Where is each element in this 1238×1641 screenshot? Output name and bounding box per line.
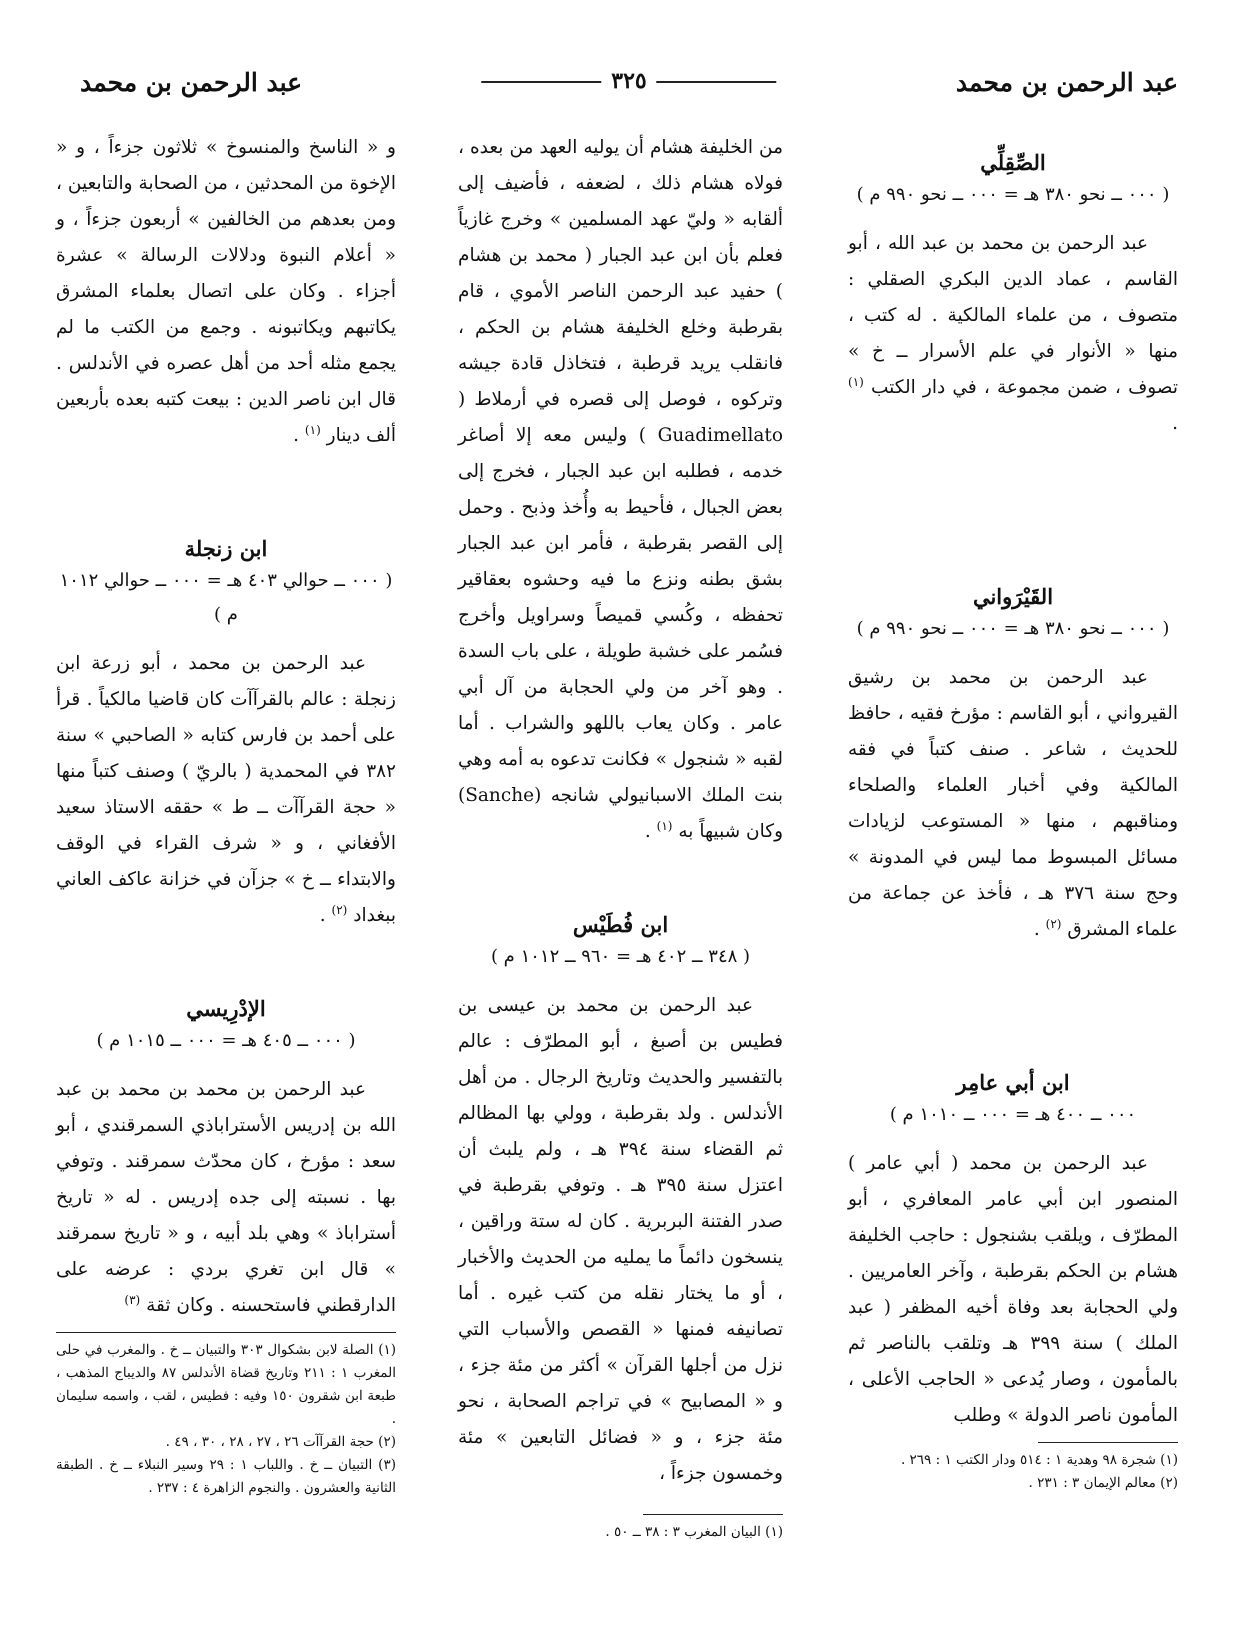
footnote-ref: (١) <box>848 374 864 389</box>
footnote-ref: (٢) <box>1045 916 1062 931</box>
footnote-ref: (٣) <box>124 1292 141 1307</box>
column-right <box>848 130 1178 1495</box>
page-number-line <box>471 68 786 94</box>
footnote-rule <box>56 1332 396 1333</box>
entry-dates-idrisi: ( ٠٠٠ ــ ٤٠٥ هـ = ٠٠٠ ــ ١٠١٥ م ) <box>96 1030 356 1051</box>
entry-title-siqilli: الصِّقِلِّي <box>980 150 1046 175</box>
footnote: (٢) حجة القرآآت ٢٦ ، ٢٧ ، ٢٨ ، ٣٠ ، ٤٩ . <box>165 1434 396 1450</box>
entry-dates-ibn-zanjala: ( ٠٠٠ ــ حوالي ٤٠٣ هـ = ٠٠٠ ــ حوالي ١٠١٢ م ) <box>59 570 393 625</box>
header-rule-left <box>481 81 601 83</box>
entry-title-qayrawani: القَيْرَواني <box>972 584 1054 609</box>
entry-body: عبد الرحمن بن محمد بن رشيق القيرواني ، أبو القاسم : مؤرخ فقيه ، حافظ للحديث ، شاعر . صنف كتباً في فقه المالكية وفي أخبار العلماء والصلحاء ومناقبهم ، منها « المستوعب لزيادات مسائل المبسوط مما ليس في المدونة » وحج سنة ٣٧٦ هـ ، فأخذ عن جماعة من علماء المشرق <box>848 667 1179 940</box>
entry-dates-ibn-abi-amir: ٠٠٠ ــ ٤٠٠ هـ = ٠٠٠ ــ ١٠١٠ م ) <box>889 1104 1137 1125</box>
entry-text-ibn-abi-amir: عبد الرحمن بن محمد ( أبي عامر ) المنصور ابن أبي عامر المعافري ، أبو المطرّف ، ويلقب بشنجول : حاجب الخليفة هشام بن الحكم بقرطبة ، وآخر العامريين . ولي الحجابة بعد وفاة أخيه المظفر ( عبد الملك ) سنة ٣٩٩ هـ وتلقب بالناصر ثم بالمأمون ، وصار يُدعى « الحاجب الأعلى ، المأمون ناصر الدولة » وطلب <box>848 1153 1178 1426</box>
footnote-rule <box>643 1514 783 1515</box>
column-left <box>56 130 396 1500</box>
entry-dates-ibn-futays: ( ٣٤٨ ــ ٤٠٢ هـ = ٩٦٠ ــ ١٠١٢ م ) <box>490 946 751 967</box>
entry-text-siqilli: عبد الرحمن بن محمد بن عبد الله ، أبو القاسم ، عماد الدين البكري الصقلي : متصوف ، من علماء المالكية . له كتب ، منها « الأنوار في علم الأسرار ــ خ » تصوف ، ضمن مجموعة ، في دار الكتب $^{(١)}$ . <box>848 233 1178 434</box>
footnote: (٢) معالم الإيمان ٣ : ٢٣١ . <box>1028 1475 1178 1491</box>
page-header <box>80 68 1178 108</box>
entry-dates-qayrawani: ( ٠٠٠ ــ نحو ٣٨٠ هـ = ٠٠٠ ــ نحو ٩٩٠ م ) <box>856 618 1170 639</box>
entry-title-ibn-futays: ابن فُطَيْس <box>572 912 669 937</box>
footnote-ref: (٢) <box>331 902 348 917</box>
entry-dates-siqilli: ( ٠٠٠ ــ نحو ٣٨٠ هـ = ٠٠٠ ــ نحو ٩٩٠ م ) <box>856 184 1170 205</box>
entry-body: عبد الرحمن بن محمد بن محمد بن عبد الله بن إدريس الأستراباذي السمرقندي ، أبو سعد : مؤرخ ، كان محدّث سمرقند . وتوفي بها . نسبته إلى جده إدريس . له « تاريخ أستراباذ » وهي بلد أبيه ، و « تاريخ سمرقند » قال ابن تغري بردي : عرضه على الدارقطني فاستحسنه . وكان ثقة <box>56 1079 396 1316</box>
entry-title-ibn-zanjala: ابن زنجلة <box>184 536 268 561</box>
footnote-ref: (١) <box>656 818 673 833</box>
entry-text-idrisi <box>56 1072 396 1324</box>
header-rule-right <box>657 81 777 83</box>
footnote: (١) البيان المغرب ٣ : ٣٨ ــ ٥٠ . <box>605 1524 783 1540</box>
footnote-ref: (١) <box>304 422 321 437</box>
entry-text-ibn-zanjala: عبد الرحمن بن محمد ، أبو زرعة ابن زنجلة : عالم بالقرآآت كان قاضيا مالكياً . قرأ على أحمد بن فارس كتابه « الصاحبي » سنة ٣٨٢ في المحمدية ( بالريّ ) وصنف كتباً منها « حجة القرآآت ــ ط » حققه الاستاذ سعيد الأفغاني ، و « شرف القراء في الوقف والابتداء ــ خ » جزآن في خزانة عاكف العاني ببغداد $^{(٢)}$ . <box>56 653 396 926</box>
running-title-right: عبد الرحمن بن محمد <box>955 68 1178 97</box>
footnote: (١) شجرة ٩٨ وهدية ١ : ٥١٤ ودار الكتب ١ : ٢٦٩ . <box>900 1452 1178 1468</box>
entry-body: عبد الرحمن بن محمد ، أبو زرعة ابن زنجلة : عالم بالقرآآت كان قاضيا مالكياً . قرأ على أحمد بن فارس كتابه « الصاحبي » سنة ٣٨٢ في المحمدية ( بالريّ ) وصنف كتباً منها « حجة القرآآت ــ ط » حققه الاستاذ سعيد الأفغاني ، و « شرف القراء في الوقف والابتداء ــ خ » جزآن في خزانة عاكف العاني ببغداد <box>56 653 396 926</box>
footnote: (٣) التبيان ــ خ . واللباب ١ : ٢٩ وسير النبلاء ــ خ . الطبقة الثانية والعشرون . والنجوم الزاهرة ٤ : ٢٣٧ . <box>56 1457 396 1496</box>
footnote-rule <box>1038 1442 1178 1443</box>
continued-text-ibn-abi-amir: من الخليفة هشام أن يوليه العهد من بعده ، فولاه هشام ذلك ، لضعفه ، فأضيف إلى ألقابه « وليّ عهد المسلمين » وخرج غازياً فعلم بأن ابن عبد الجبار ( محمد بن هشام ) حفيد عبد الرحمن الناصر الأموي ، قام بقرطبة وخلع الخليفة هشام بن الحكم ، فانقلب يريد قرطبة ، فتخاذل قادة جيشه وتركوه ، فوصل إلى قصره في أرملاط ( Guadimellato ) وليس معه إلا أصاغر خدمه ، فطلبه ابن عبد الجبار ، فخرج إلى بعض الجبال ، فأحيط به وأُخذ وذبح . وحمل إلى القصر بقرطبة ، فأمر ابن عبد الجبار بشق بطنه ونزع ما فيه وحشوه بعقاقير تحفظه ، وكُسي قميصاً وسراويل وأخرج فسُمر على خشبة طويلة ، على باب السدة . وهو آخر من ولي الحجابة من آل أبي عامر . وكان يعاب باللهو والشراب . أما لقبه « شنجول » فكانت تدعوه به أمه وهي بنت الملك الاسبانيولي شانجه (Sanche) وكان شبيهاً به $^{(١)}$ . <box>458 137 783 842</box>
entry-body: و « الناسخ والمنسوخ » ثلاثون جزءاً ، و « الإخوة من المحدثين ، من الصحابة والتابعين ، ومن بعدهم من الخالفين » أربعون جزءاً ، و « أعلام النبوة ودلالات الرسالة » عشرة أجزاء . وكان على اتصال بعلماء المشرق يكاتبهم ويكاتبونه . وجمع من الكتب ما لم يجمع مثله أحد من أهل عصره في الأندلس . قال ابن ناصر الدين : بيعت كتبه بعده بأربعين ألف دينار <box>56 137 396 446</box>
running-title-left: عبد الرحمن بن محمد <box>80 68 303 97</box>
continued-text-ibn-futays: و « الناسخ والمنسوخ » ثلاثون جزءاً ، و « الإخوة من المحدثين ، من الصحابة والتابعين ، ومن بعدهم من الخالفين » أربعون جزءاً ، و « أعلام النبوة ودلالات الرسالة » عشرة أجزاء . وكان على اتصال بعلماء المشرق يكاتبهم ويكاتبونه . وجمع من الكتب ما لم يجمع مثله أحد من أهل عصره في الأندلس . قال ابن ناصر الدين : بيعت كتبه بعده بأربعين ألف دينار $^{(١)}$ . <box>56 137 396 446</box>
page-number: ٣٢٥ <box>611 68 647 94</box>
entry-text-ibn-futays: عبد الرحمن بن محمد بن عيسى بن فطيس بن أصبغ ، أبو المطرّف : عالم بالتفسير والحديث وتاريخ الرجال . من أهل الأندلس . ولد بقرطبة ، وولي بها المظالم ثم القضاء سنة ٣٩٤ هـ ، ولم يلبث أن اعتزل سنة ٣٩٥ هـ . وتوفي بقرطبة في صدر الفتنة البربرية . كان له ستة وراقين ، ينسخون دائماً ما يمليه من الحديث والأخبار ، أو ما يختار نقله من كتب غيره . أما تصانيفه فمنها « القصص والأسباب التي نزل من أجلها القرآن » أكثر من مئة جزء ، و « المصابيح » في تراجم الصحابة ، نحو مئة جزء ، و « فضائل التابعين » مئة وخمسون جزءاً ، <box>458 995 783 1484</box>
entry-body: عبد الرحمن بن محمد بن عبد الله ، أبو القاسم ، عماد الدين البكري الصقلي : متصوف ، من علماء المالكية . له كتب ، منها « الأنوار في علم الأسرار ــ خ » تصوف ، ضمن مجموعة ، في دار الكتب <box>848 233 1178 398</box>
footnote: (١) الصلة لابن بشكوال ٣٠٣ والتبيان ــ خ . والمغرب في حلى المغرب ١ : ٢١١ وتاريخ قضاة الأندلس ٨٧ والديباج المذهب ، طبعة ابن شقرون ١٥٠ وفيه : فطيس ، لقب ، واسمه سليمان . <box>56 1342 397 1427</box>
entry-text-qayrawani: عبد الرحمن بن محمد بن رشيق القيرواني ، أبو القاسم : مؤرخ فقيه ، حافظ للحديث ، شاعر . صنف كتباً في فقه المالكية وفي أخبار العلماء والصلحاء ومناقبهم ، منها « المستوعب لزيادات مسائل المبسوط مما ليس في المدونة » وحج سنة ٣٧٦ هـ ، فأخذ عن جماعة من علماء المشرق $^{(٢)}$ . <box>848 667 1179 940</box>
column-middle <box>458 130 783 1544</box>
entry-title-ibn-abi-amir: ابن أبي عامِر <box>956 1070 1070 1095</box>
entry-title-idrisi: الإدْرِيسي <box>186 996 266 1021</box>
entry-body: من الخليفة هشام أن يوليه العهد من بعده ، فولاه هشام ذلك ، لضعفه ، فأضيف إلى ألقابه « وليّ عهد المسلمين » وخرج غازياً فعلم بأن ابن عبد الجبار ( محمد بن هشام ) حفيد عبد الرحمن الناصر الأموي ، قام بقرطبة وخلع الخليفة هشام بن الحكم ، فانقلب يريد قرطبة ، فتخاذل قادة جيشه وتركوه ، فوصل إلى قصره في أرملاط ( Guadimellato ) وليس معه إلا أصاغر خدمه ، فطلبه ابن عبد الجبار ، فخرج إلى بعض الجبال ، فأحيط به وأُخذ وذبح . وحمل إلى القصر بقرطبة ، فأمر ابن عبد الجبار بشق بطنه ونزع ما فيه وحشوه بعقاقير تحفظه ، وكُسي قميصاً وسراويل وأخرج فسُمر على خشبة طويلة ، على باب السدة . وهو آخر من ولي الحجابة من آل أبي عامر . وكان يعاب باللهو والشراب . أما لقبه « شنجول » فكانت تدعوه به أمه وهي بنت الملك الاسبانيولي شانجه (Sanche) وكان شبيهاً به <box>458 137 783 842</box>
